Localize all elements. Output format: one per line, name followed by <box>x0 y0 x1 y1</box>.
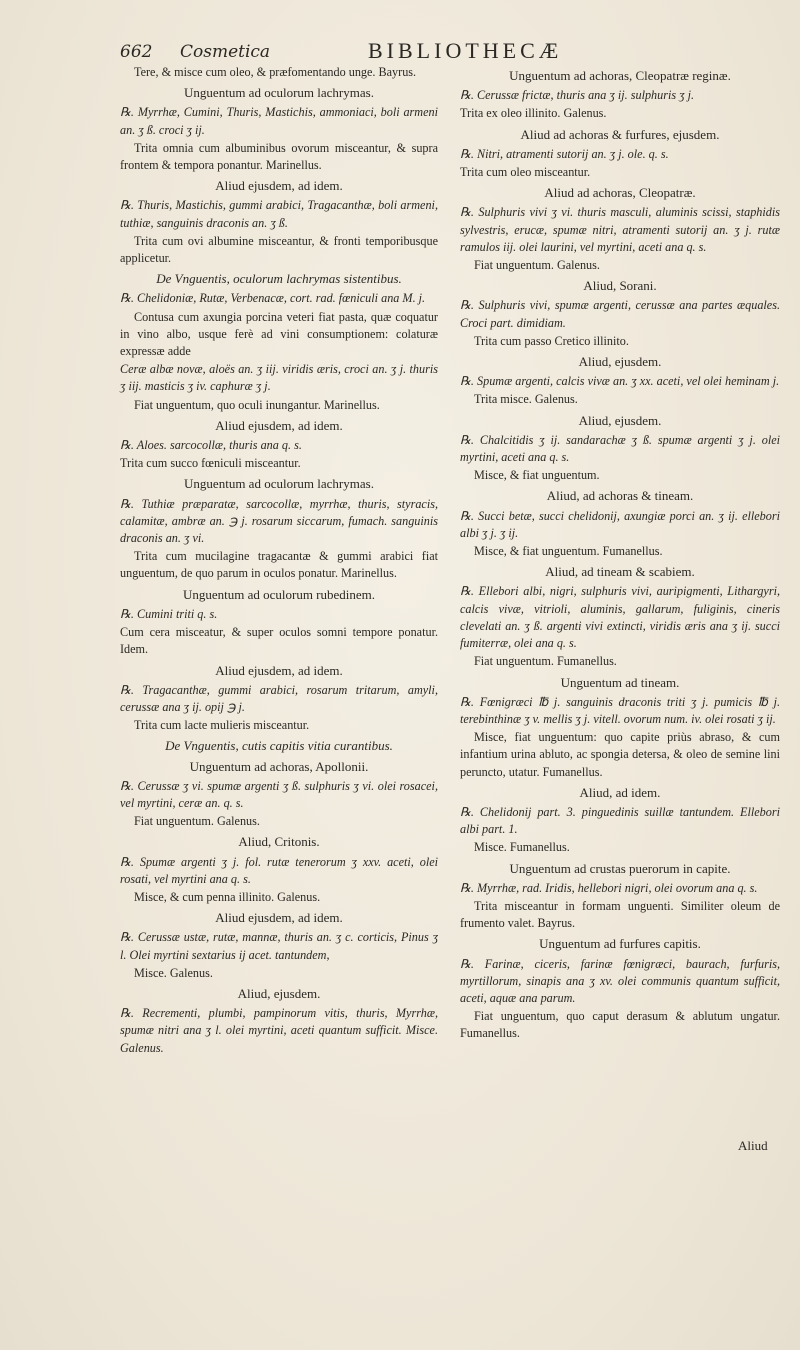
recipe-text: ℞. Aloes. sarcocollæ, thuris ana q. s. <box>120 438 302 453</box>
paragraph: Trita cum passo Cretico illinito. <box>474 333 629 348</box>
paragraph: Misce, & fiat unguentum. <box>474 468 600 483</box>
paragraph: Trita misce. Galenus. <box>474 392 578 407</box>
recipe-text: ℞. Spumæ argenti, calcis vivæ an. ʒ xx. aceti, vel olei heminam j. <box>460 374 780 389</box>
section-heading: Aliud ejusdem, ad idem. <box>215 178 343 194</box>
section-heading: Aliud ejusdem, ad idem. <box>215 910 343 926</box>
recipe-text: ℞. Succi betæ, succi chelidonij, axungiæ porci an. ʒ ij. ellebori albi ʒ j. ʒ ij. <box>460 508 780 540</box>
recipe-text: ℞. Ellebori albi, nigri, sulphuris vivi, auripigmenti, Lithargyri, calcis vivæ, vitrioli, aluminis, gallarum, fuliginis, cineris clevelati an. ʒ ß. argenti vivi extincti, viridis æris ana ʒ ij. succi fumiterræ, olei ana q. s. <box>460 584 780 651</box>
section-heading: Aliud, ad idem. <box>579 784 661 800</box>
section-heading: Unguentum ad achoras, Cleopatræ reginæ. <box>509 68 731 83</box>
paragraph: Trita cum ovi albumine misceantur, & fronti temporibusque applicetur. <box>120 233 438 266</box>
paragraph: Misce. Galenus. <box>134 965 213 980</box>
paragraph: Fiat unguentum. Galenus. <box>474 258 600 273</box>
recipe-text: ℞. Nitri, atramenti sutorij an. ʒ j. ole. q. s. <box>460 146 669 161</box>
section-heading: Aliud, ad tineam & scabiem. <box>545 564 695 580</box>
recipe-text: Ceræ albæ novæ, aloës an. ʒ iij. viridis æris, croci an. ʒ j. thuris ʒ iij. masticis ʒ iv. caphuræ ʒ j. <box>120 362 438 394</box>
section-heading: Aliud ejusdem, ad idem. <box>215 417 343 433</box>
section-heading: Aliud, Sorani. <box>583 278 657 294</box>
left-column <box>120 64 438 1058</box>
right-column <box>460 64 780 1044</box>
recipe-text: ℞. Farinæ, ciceris, farinæ fœnigræci, baurach, furfuris, myrtillorum, sinapis ana ʒ xv. olei communis quantum sufficit, aceti, aquæ ana parum. <box>460 956 780 1005</box>
recipe-text: ℞. Thuris, Mastichis, gummi arabici, Tragacanthæ, boli armeni, tuthiæ, sanguinis draconis an. ʒ ß. <box>120 198 438 230</box>
section-heading: Aliud ad achoras, Cleopatræ. <box>544 185 696 201</box>
paragraph: Misce. Fumanellus. <box>474 840 570 855</box>
recipe-text: ℞. Recrementi, plumbi, pampinorum vitis, thuris, Myrrhæ, spumæ nitri ana ʒ l. olei myrtini, aceti quantum sufficit. Misce. Galenus. <box>120 1006 438 1055</box>
recipe-text: ℞. Spumæ argenti ʒ j. fol. rutæ tenerorum ʒ xxv. aceti, olei rosati, vel myrtini ana q. s. <box>120 854 438 886</box>
recipe-text: ℞. Myrrhæ, Cumini, Thuris, Mastichis, ammoniaci, boli armeni an. ʒ ß. croci ʒ ij. <box>120 105 438 137</box>
recipe-text: ℞. Myrrhæ, rad. Iridis, hellebori nigri, olei ovorum ana q. s. <box>460 880 758 895</box>
recipe-text: ℞. Chelidoniæ, Rutæ, Verbenacæ, cort. rad. fœniculi ana M. j. <box>120 291 426 306</box>
recipe-text: ℞. Cerussæ ustæ, rutæ, mannæ, thuris an. ʒ c. corticis, Pinus ʒ l. Olei myrtini sextarius ij acet. tantundem, <box>120 930 438 962</box>
paragraph: Trita cum mucilagine tragacantæ & gummi arabici fiat unguentum, de quo parum in oculos ponatur. Marinellus. <box>120 549 438 581</box>
paragraph: Trita ex oleo illinito. Galenus. <box>460 106 607 121</box>
section-heading: Unguentum ad oculorum lachrymas. <box>184 476 374 492</box>
paragraph: Trita cum lacte mulieris misceantur. <box>134 718 310 733</box>
section-heading: Aliud, ejusdem. <box>578 354 662 370</box>
recipe-text: ℞. Cumini triti q. s. <box>120 606 218 621</box>
paragraph: Fiat unguentum. Fumanellus. <box>474 654 617 669</box>
recipe-text: ℞. Tragacanthæ, gummi arabici, rosarum tritarum, amyli, cerussæ ana ʒ ij. opij ℈ j. <box>120 682 438 714</box>
section-heading: Unguentum ad crustas puerorum in capite. <box>509 860 731 876</box>
section-heading: Unguentum ad furfures capitis. <box>539 936 701 952</box>
recipe-text: ℞. Chelidonij part. 3. pinguedinis suillæ tantundem. Ellebori albi part. 1. <box>460 804 780 837</box>
section-heading: Aliud ad achoras & furfures, ejusdem. <box>520 126 720 142</box>
paragraph: Trita misceantur in formam unguenti. Similiter oleum de frumento valet. Bayrus. <box>460 898 780 931</box>
paragraph: Tere, & misce cum oleo, & præfomentando unge. Bayrus. <box>134 65 417 79</box>
paragraph: Misce, & cum penna illinito. Galenus. <box>134 889 321 904</box>
section-heading: De Vnguentis, oculorum lachrymas sistentibus. <box>156 271 402 287</box>
recipe-text: ℞. Tuthiæ præparatæ, sarcocollæ, myrrhæ, thuris, styracis, calamitæ, ambræ an. ℈ j. rosarum siccarum, fumach. sanguinis draconis an. ʒ vi. <box>120 496 438 546</box>
paragraph: Contusa cum axungia porcina veteri fiat pasta, quæ coquatur in vino albo, usque ferè ad vini consumptionem: colaturæ expressæ adde <box>120 309 438 359</box>
section-heading: Unguentum ad oculorum rubedinem. <box>182 586 376 602</box>
running-title: BIBLIOTHECÆ <box>368 38 563 63</box>
paragraph: Trita omnia cum albuminibus ovorum misceantur, & supra frontem & tempora ponantur. Marinellus. <box>120 140 438 173</box>
section-heading: Unguentum ad achoras, Apollonii. <box>189 758 369 774</box>
recipe-text: ℞. Chalcitidis ʒ ij. sandarachæ ʒ ß. spumæ argenti ʒ j. olei myrtini, aceti ana q. s. <box>460 432 780 465</box>
recipe-text: ℞. Sulphuris vivi, spumæ argenti, cerussæ ana partes æquales. Croci part. dimidiam. <box>460 298 780 330</box>
section-heading: Aliud ejusdem, ad idem. <box>215 662 343 678</box>
paragraph: Fiat unguentum. Galenus. <box>134 814 260 829</box>
paragraph: Fiat unguentum, quo oculi inungantur. Marinellus. <box>134 397 380 412</box>
paragraph: Fiat unguentum, quo caput derasum & ablutum ungatur. Fumanellus. <box>460 1009 780 1041</box>
recipe-text: ℞. Cerussæ ʒ vi. spumæ argenti ʒ ß. sulphuris ʒ vi. olei rosacei, vel myrtini, ceræ an. q. s. <box>120 778 438 810</box>
recipe-text: ℞. Sulphuris vivi ʒ vi. thuris masculi, aluminis scissi, staphidis sylvestris, erucæ, spumæ nitri, atramenti sutorij an. ʒ j. rutæ ramulos iij. olei laurini, vel myrtini, aceti ana q. s. <box>460 205 780 254</box>
paragraph: Trita cum succo fœniculi misceantur. <box>120 456 301 471</box>
page-number: 662 <box>120 42 153 62</box>
running-head: Cosmetica <box>180 42 271 62</box>
section-heading: Aliud, Critonis. <box>238 834 320 850</box>
section-heading: Unguentum ad oculorum lachrymas. <box>184 85 374 101</box>
section-heading: Aliud, ejusdem. <box>578 412 662 428</box>
section-heading: Aliud, ad achoras & tineam. <box>546 488 694 504</box>
section-heading: De Vnguentis, cutis capitis vitia curantibus. <box>165 738 393 754</box>
catchword: Aliud <box>738 1138 768 1153</box>
recipe-text: ℞. Cerussæ frictæ, thuris ana ʒ ij. sulphuris ʒ j. <box>460 88 695 103</box>
paragraph: Cum cera misceatur, & super oculos somni tempore ponatur. Idem. <box>120 625 438 657</box>
paragraph: Trita cum oleo misceantur. <box>460 165 591 180</box>
paragraph: Misce, & fiat unguentum. Fumanellus. <box>474 544 663 559</box>
paragraph: Misce, fiat unguentum: quo capite priùs abraso, & cum infantium urina abluto, ac spongia detersa, & oleo de semine lini perunctο, utatur. Fumanellus. <box>460 730 780 779</box>
recipe-text: ℞. Fœnigræci ℔ j. sanguinis draconis triti ʒ j. pumicis ℔ j. terebinthinæ ʒ v. mellis ʒ j. vitell. ovorum num. iv. olei rosati ʒ ij. <box>460 694 780 726</box>
section-heading: Unguentum ad tineam. <box>560 674 680 690</box>
section-heading: Aliud, ejusdem. <box>237 985 321 1001</box>
